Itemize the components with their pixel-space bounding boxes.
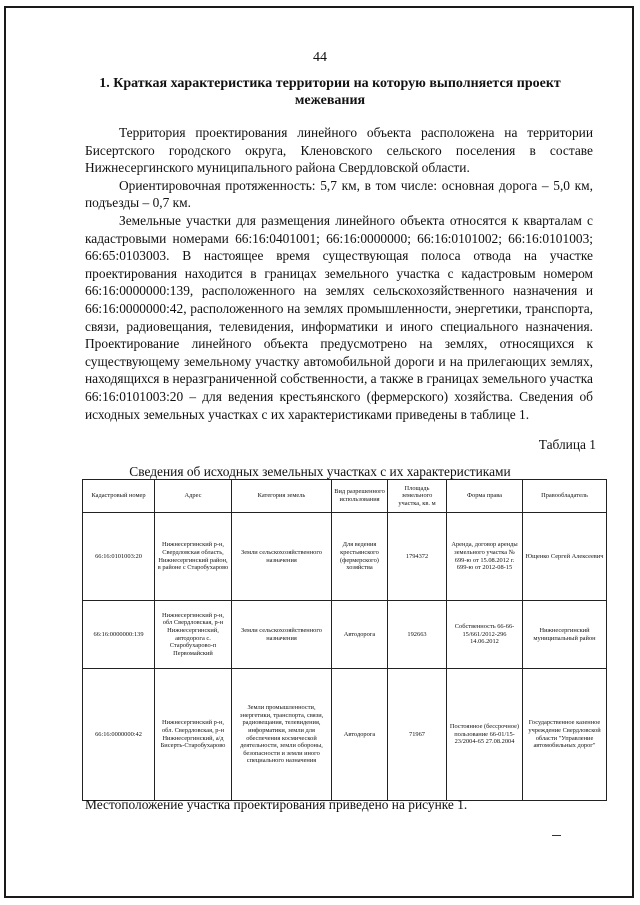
cell-area: 71967 xyxy=(388,669,447,801)
table-header-row xyxy=(83,480,607,513)
body-text xyxy=(85,124,593,423)
table-row xyxy=(83,513,607,601)
cell-ownership-form: Постоянное (бессрочное) пользование 66-01/15-23/2004-65 27.08.2004 xyxy=(447,669,523,801)
paragraph-1: Территория проектирования линейного объекта расположена на территории Бисертского городского округа, Кленовского сельского поселения в составе Нижнесергинского муниципального района Свердловской области. xyxy=(85,125,593,176)
cell-ownership-form: Собственность 66-66-15/661/2012-296 14.06.2012 xyxy=(447,601,523,669)
cell-owner: Государственное казенное учреждение Свердловской области "Управление автомобильных дорог" xyxy=(523,669,607,801)
header-address: Адрес xyxy=(155,480,232,513)
section-title-line-2: межевания xyxy=(294,93,366,108)
table-label: Таблица 1 xyxy=(538,437,596,452)
header-owner: Правообладатель xyxy=(523,480,607,513)
cell-address: Нижнесергинский р-н, обл Свердловская, р-н Нижнесергинский, автодорога с. Старобухарово-п Первомайский xyxy=(155,601,232,669)
cell-area: 1794372 xyxy=(388,513,447,601)
cell-ownership-form: Аренда, договор аренды земельного участка № 699-ю от 15.08.2012 г. 699-ю от 2012-08-15 xyxy=(447,513,523,601)
land-plots-table xyxy=(82,479,607,801)
table-caption: Сведения об исходных земельных участках с их характеристиками xyxy=(129,464,511,479)
section-title-line-1: 1. Краткая характеристика территории на которую выполняется проект xyxy=(99,76,561,91)
cell-address: Нижнесергинский р-н, обл. Свердловская, р-н Нижнесергинский, а/д Бисерть-Старобухарово xyxy=(155,669,232,801)
cell-cadastral-number: 66:16:0000000:139 xyxy=(83,601,155,669)
margin-dash xyxy=(552,835,561,836)
cell-owner: Нижнесергинский муниципальный район xyxy=(523,601,607,669)
paragraph-2: Ориентировочная протяженность: 5,7 км, в том числе: основная дорога – 5,0 км, подъезды – 0,7 км. xyxy=(85,177,593,211)
cell-land-category: Земли сельскохозяйственного назначения xyxy=(232,601,332,669)
header-permitted-use: Вид разрешенного использования xyxy=(332,480,388,513)
header-area: Площадь земельного участка, кв. м xyxy=(388,480,447,513)
section-title xyxy=(80,75,580,109)
cell-land-category: Земли сельскохозяйственного назначения xyxy=(232,513,332,601)
table-row xyxy=(83,601,607,669)
table-row xyxy=(83,669,607,801)
header-ownership-form: Форма права xyxy=(447,480,523,513)
cell-land-category: Земли промышленности, энергетики, транспорта, связи, радиовещания, телевидения, информатики, земли для обеспечения космической деятельности, земли обороны, безопасности и земли иного специального назначения xyxy=(232,669,332,801)
cell-cadastral-number: 66:16:0101003:20 xyxy=(83,513,155,601)
header-cadastral-number: Кадастровый номер xyxy=(83,480,155,513)
page-number: 44 xyxy=(313,50,327,65)
cell-permitted-use: Автодорога xyxy=(332,669,388,801)
cell-cadastral-number: 66:16:0000000:42 xyxy=(83,669,155,801)
paragraph-3: Земельные участки для размещения линейного объекта относятся к кварталам с кадастровыми номерами 66:16:0401001; 66:16:0000000; 66:16:0101002; 66:16:0101003; 66:65:0103003. В настоящее время существующая полоса отвода на участке проектирования находится в границах земельного участка с кадастровым номером 66:16:0000000:139, расположенного на землях сельскохозяйственного назначения и 66:16:0000000:42, расположенного на землях промышленности, энергетики, транспорта, связи, радиовещания, телевидения, информатики и иного специального назначения. Проектирование линейного объекта предусмотрено на землях, относящихся к существующему земельному участку автомобильной дороги и на прилегающих землях, находящихся в неразграниченной собственности, а также в границах земельного участка 66:16:0101003:20 – для ведения крестьянского (фермерского) хозяйства. Сведения об исходных земельных участках с их характеристиками приведены в таблице 1. xyxy=(85,212,593,422)
cell-address: Нижнесергинский р-н, Свердловская область, Нижнесергинский район, в районе с Старобухарово xyxy=(155,513,232,601)
cell-area: 192663 xyxy=(388,601,447,669)
cell-owner: Ющенко Сергей Алексеевич xyxy=(523,513,607,601)
cell-permitted-use: Для ведения крестьянского (фермерского) хозяйства xyxy=(332,513,388,601)
figure-reference-text: Местоположение участка проектирования приведено на рисунке 1. xyxy=(85,797,468,812)
header-land-category: Категория земель xyxy=(232,480,332,513)
cell-permitted-use: Автодорога xyxy=(332,601,388,669)
